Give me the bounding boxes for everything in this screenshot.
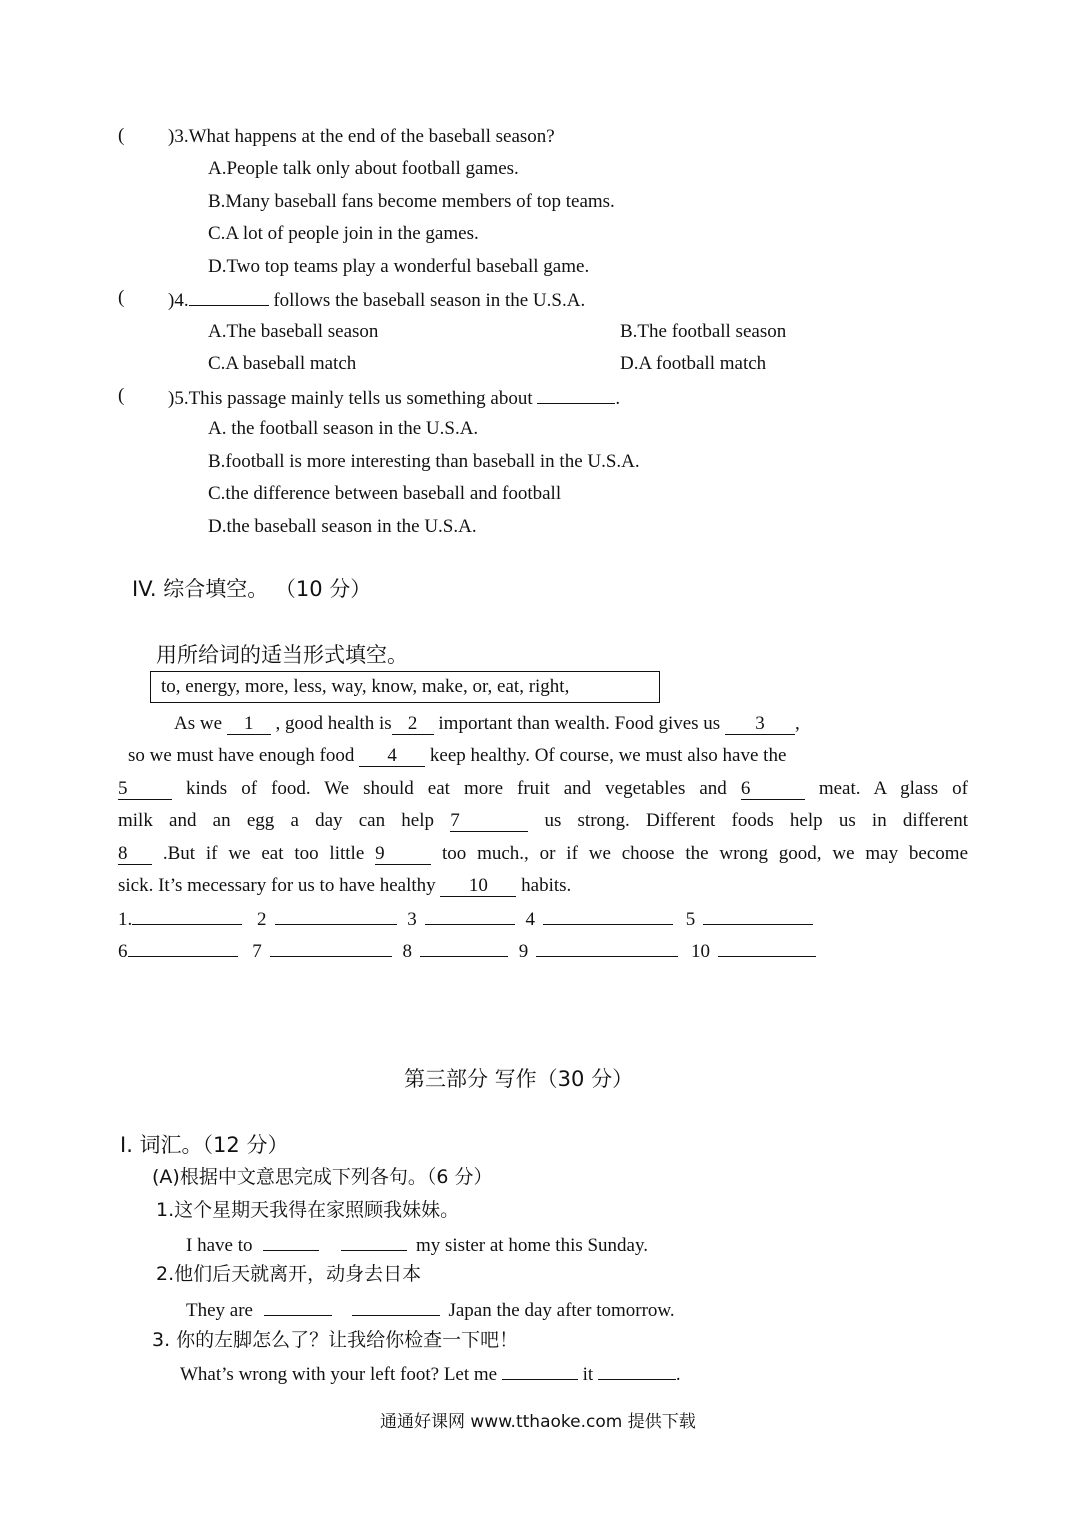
answer-label-5: 5	[685, 909, 696, 930]
q4-option-b: B.The football season	[620, 321, 787, 342]
q3-option-d: D.Two top teams play a wonderful baseball game.	[208, 256, 590, 277]
item-1-english	[186, 1232, 648, 1258]
passage-line-3	[118, 777, 968, 801]
passage-line-1	[174, 712, 800, 736]
passage-text: habits.	[516, 875, 572, 896]
q3-option-c: C.A lot of people join in the games.	[208, 223, 479, 244]
passage-text: keep healthy. Of course, we must also have the	[425, 745, 787, 766]
item-text: Japan the day after tomorrow.	[443, 1300, 675, 1321]
item-3-blank-1[interactable]	[502, 1361, 578, 1380]
answer-field-4[interactable]	[543, 906, 673, 925]
q5-blank	[537, 385, 615, 404]
passage-blank-10: 10	[440, 876, 516, 897]
item-3-chinese: 3. 你的左脚怎么了？让我给你检查一下吧！	[152, 1329, 519, 1351]
q4-option-c: C.A baseball match	[208, 353, 357, 374]
part-3-title: 第三部分 写作（30 分）	[404, 1067, 634, 1091]
passage-text: sick. It’s mecessary for us to have healthy	[118, 875, 441, 896]
passage-blank-4: 4	[359, 746, 425, 767]
item-text: I have to	[186, 1235, 258, 1256]
footer-credit: 通通好课网 www.tthaoke.com 提供下载	[380, 1412, 696, 1432]
answer-field-6[interactable]	[128, 938, 238, 957]
item-2-blank-2[interactable]	[352, 1297, 440, 1316]
q3-option-a: A.People talk only about football games.	[208, 158, 519, 179]
item-1-blank-1[interactable]	[263, 1232, 319, 1251]
passage-blank-6: 6	[741, 779, 805, 800]
q4-option-d: D.A football match	[620, 353, 767, 374]
item-text: it	[577, 1364, 598, 1385]
answer-field-9[interactable]	[536, 938, 678, 957]
item-1-chinese: 1.这个星期天我得在家照顾我妹妹。	[156, 1199, 460, 1221]
passage-line-6	[118, 874, 571, 898]
question-3-stem: )3.What happens at the end of the baseball season?	[168, 126, 555, 147]
passage-text: kinds of food. We should eat more fruit and vegetables and	[172, 778, 741, 799]
answer-label-1: 1.	[118, 909, 133, 930]
item-text: my sister at home this Sunday.	[411, 1235, 649, 1256]
passage-blank-2: 2	[392, 714, 434, 735]
passage-text: us strong. Different foods help us in different	[528, 810, 968, 831]
passage-line-5	[118, 842, 968, 866]
sub-section-a: (A)根据中文意思完成下列各句。（6 分）	[152, 1166, 493, 1188]
passage-blank-8: 8	[118, 844, 152, 865]
item-text: They are	[186, 1300, 258, 1321]
q5-option-d: D.the baseball season in the U.S.A.	[208, 516, 477, 537]
passage-blank-7: 7	[450, 811, 528, 832]
q5-option-a: A. the football season in the U.S.A.	[208, 418, 479, 439]
q5-stem-post: .	[615, 388, 621, 409]
passage-text: milk and an egg a day can help	[118, 810, 451, 831]
word-box: to, energy, more, less, way, know, make, or, eat, right,	[150, 671, 660, 703]
q4-blank	[189, 287, 269, 306]
passage-blank-5: 5	[118, 779, 172, 800]
q5-stem-pre: )5.This passage mainly tells us something about	[168, 388, 538, 409]
answer-field-5[interactable]	[703, 906, 813, 925]
passage-line-2	[128, 744, 786, 768]
item-3-blank-2[interactable]	[598, 1361, 676, 1380]
passage-line-4	[118, 809, 968, 833]
question-5-stem	[168, 385, 620, 411]
passage-text: so we must have enough food	[128, 745, 360, 766]
section-4-title: IV. 综合填空。 （10 分）	[132, 577, 372, 601]
vocab-title: Ⅰ. 词汇。（12 分）	[120, 1133, 289, 1157]
answer-row-2	[118, 938, 816, 964]
passage-text: , good health is	[270, 713, 392, 734]
answer-paren-open: (	[118, 385, 125, 406]
answer-label-7: 7	[252, 941, 262, 962]
q4-stem-pre: )4.	[168, 290, 189, 311]
passage-blank-1: 1	[227, 714, 271, 735]
item-text: What’s wrong with your left foot? Let me	[180, 1364, 502, 1385]
answer-field-1[interactable]	[132, 906, 242, 925]
q4-option-a: A.The baseball season	[208, 321, 379, 342]
passage-text: As we	[174, 713, 227, 734]
item-1-blank-2[interactable]	[341, 1232, 407, 1251]
answer-label-3: 3	[407, 909, 417, 930]
answer-field-7[interactable]	[270, 938, 392, 957]
q4-stem-post: follows the baseball season in the U.S.A.	[268, 290, 586, 311]
answer-paren-open: (	[118, 125, 125, 146]
item-2-english	[186, 1297, 675, 1323]
answer-field-10[interactable]	[718, 938, 816, 957]
item-3-english	[180, 1361, 681, 1387]
q3-option-b: B.Many baseball fans become members of top teams.	[208, 191, 615, 212]
passage-text: .But if we eat too little	[152, 843, 376, 864]
passage-blank-3: 3	[725, 714, 795, 735]
passage-text: important than wealth. Food gives us	[433, 713, 725, 734]
answer-label-4: 4	[525, 909, 535, 930]
answer-field-2[interactable]	[275, 906, 397, 925]
answer-field-8[interactable]	[420, 938, 508, 957]
q5-option-b: B.football is more interesting than baseball in the U.S.A.	[208, 451, 640, 472]
answer-row-1	[118, 906, 813, 932]
answer-paren-open: (	[118, 287, 125, 308]
item-2-blank-1[interactable]	[264, 1297, 332, 1316]
q5-option-c: C.the difference between baseball and football	[208, 483, 562, 504]
item-2-chinese: 2.他们后天就离开，动身去日本	[156, 1263, 422, 1285]
passage-blank-9: 9	[375, 844, 431, 865]
answer-field-3[interactable]	[425, 906, 515, 925]
item-text: .	[675, 1364, 681, 1385]
answer-label-9: 9	[518, 941, 529, 962]
passage-text: ,	[794, 713, 800, 734]
passage-text: meat. A glass of	[804, 778, 968, 799]
passage-text: too much., or if we choose the wrong good, we may become	[431, 843, 968, 864]
answer-label-2: 2	[257, 909, 267, 930]
answer-label-6: 6	[118, 941, 128, 962]
answer-label-10: 10	[691, 941, 710, 962]
section-4-instruction: 用所给词的适当形式填空。	[156, 643, 408, 667]
question-4-stem	[168, 287, 585, 313]
answer-label-8: 8	[402, 941, 412, 962]
